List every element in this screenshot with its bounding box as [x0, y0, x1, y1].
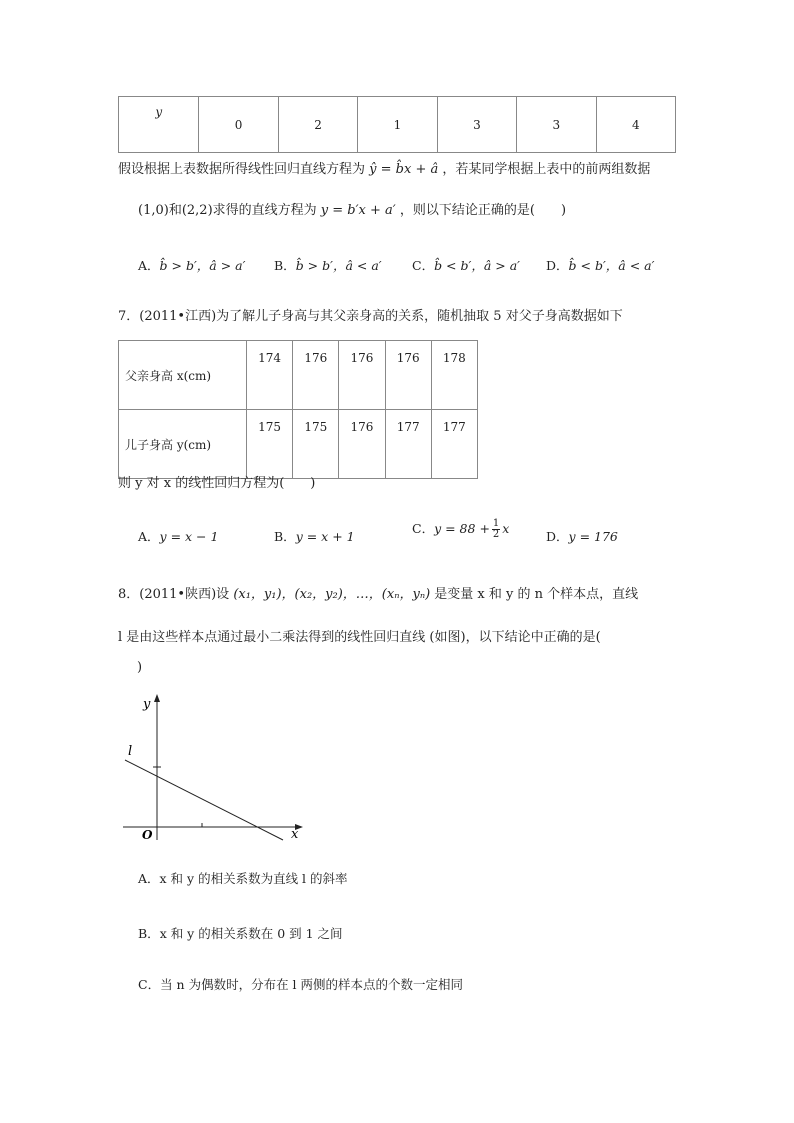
option-label: A． [138, 871, 160, 886]
q8-text: 是变量 x 和 y 的 n 个样本点，直线 [434, 587, 639, 602]
option-text: b̂ < b′，â > a′ [434, 258, 521, 273]
regression-graph [115, 692, 315, 852]
q7-option-a[interactable] [138, 527, 218, 545]
table-cell: 178 [431, 341, 477, 410]
line-label: l [128, 744, 133, 759]
fraction-denominator: 2 [492, 529, 500, 540]
option-text: x 和 y 的相关系数在 0 到 1 之间 [159, 926, 343, 941]
option-label: B． [274, 529, 296, 544]
row-label-son: 儿子身高 y(cm) [119, 410, 247, 479]
option-text: y = 88 + [434, 521, 490, 536]
option-label: B． [274, 258, 296, 273]
row-label-father: 父亲身高 x(cm) [119, 341, 247, 410]
option-label: C． [412, 258, 435, 273]
option-label: A． [138, 529, 160, 544]
q8-text: 8．(2011•陕西)设 [118, 587, 230, 602]
option-text: x 和 y 的相关系数为直线 l 的斜率 [159, 871, 348, 886]
table-row [119, 97, 676, 153]
table-row [119, 341, 478, 410]
option-label: D． [546, 529, 569, 544]
option-text: 当 n 为偶数时，分布在 l 两侧的样本点的个数一定相同 [160, 977, 464, 992]
fraction-numerator: 1 [492, 518, 500, 529]
table-cell: 3 [517, 97, 596, 153]
q6-text: ，则以下结论正确的是( ) [399, 203, 567, 218]
option-label: C． [138, 977, 161, 992]
q8-points: (x₁，y₁)，(x₂，y₂)，…，(xₙ，yₙ) [233, 587, 431, 602]
q6-option-c[interactable] [412, 256, 520, 274]
q6-text: (1,0)和(2,2)求得的直线方程为 [138, 203, 317, 218]
table-cell: 175 [246, 410, 292, 479]
q7-question: 则 y 对 x 的线性回归方程为( ) [118, 476, 316, 491]
q6-text: 假设根据上表数据所得线性回归直线方程为 [118, 162, 366, 177]
q6-option-a[interactable] [138, 256, 245, 274]
q7-option-d[interactable] [546, 527, 618, 545]
table-row [119, 410, 478, 479]
option-text: b̂ < b′，â < a′ [568, 258, 655, 273]
table-cell: 174 [246, 341, 292, 410]
option-label: D． [546, 258, 569, 273]
y-axis-label: y [143, 697, 151, 712]
height-table [118, 340, 478, 479]
option-label: A． [138, 258, 160, 273]
fraction [492, 519, 500, 540]
option-text: x [502, 521, 510, 536]
option-text: y = x + 1 [295, 529, 355, 544]
option-text: b̂ > b′，â > a′ [159, 258, 246, 273]
q8-option-a[interactable] [138, 869, 348, 887]
table-cell: 2 [278, 97, 357, 153]
table-cell: 176 [385, 341, 431, 410]
q6-equation: ŷ = b̂x + â [369, 162, 439, 177]
option-text: y = 176 [568, 529, 618, 544]
q8-option-b[interactable] [138, 924, 343, 942]
data-table-1 [118, 96, 676, 153]
table-cell: 177 [431, 410, 477, 479]
q8-option-c[interactable] [138, 975, 463, 993]
q8-line-2: l 是由这些样本点通过最小二乘法得到的线性回归直线 (如图)，以下结论中正确的是( [118, 630, 601, 645]
option-label: C． [412, 521, 435, 536]
option-label: B． [138, 926, 160, 941]
option-text: y = x − 1 [159, 529, 219, 544]
q6-option-b[interactable] [274, 256, 382, 274]
table-cell: 175 [293, 410, 339, 479]
q6-option-d[interactable] [546, 256, 654, 274]
q6-equation: y = b′x + a′ [320, 203, 396, 218]
table-cell: 4 [596, 97, 675, 153]
q6-text: ，若某同学根据上表中的前两组数据 [442, 162, 651, 177]
q6-line-2 [138, 199, 566, 218]
table-cell: 1 [358, 97, 437, 153]
table-cell: 3 [437, 97, 516, 153]
table-cell: 176 [339, 410, 385, 479]
table-cell: 0 [199, 97, 278, 153]
table-cell: 176 [293, 341, 339, 410]
origin-label: O [142, 828, 153, 842]
q8-line-3: ) [137, 660, 143, 675]
q8-line-1 [118, 583, 638, 602]
q7-option-b[interactable] [274, 527, 355, 545]
q7-option-c[interactable] [412, 519, 509, 540]
q7-stem: 7．(2011•江西)为了解儿子身高与其父亲身高的关系，随机抽取 5 对父子身高数据如下 [118, 309, 623, 324]
table-row-label: y [119, 97, 199, 153]
table-cell: 176 [339, 341, 385, 410]
q6-line-1 [118, 158, 650, 177]
x-axis-label: x [291, 827, 299, 842]
table-cell: 177 [385, 410, 431, 479]
y-axis-arrow [154, 694, 160, 702]
option-text: b̂ > b′，â < a′ [295, 258, 382, 273]
